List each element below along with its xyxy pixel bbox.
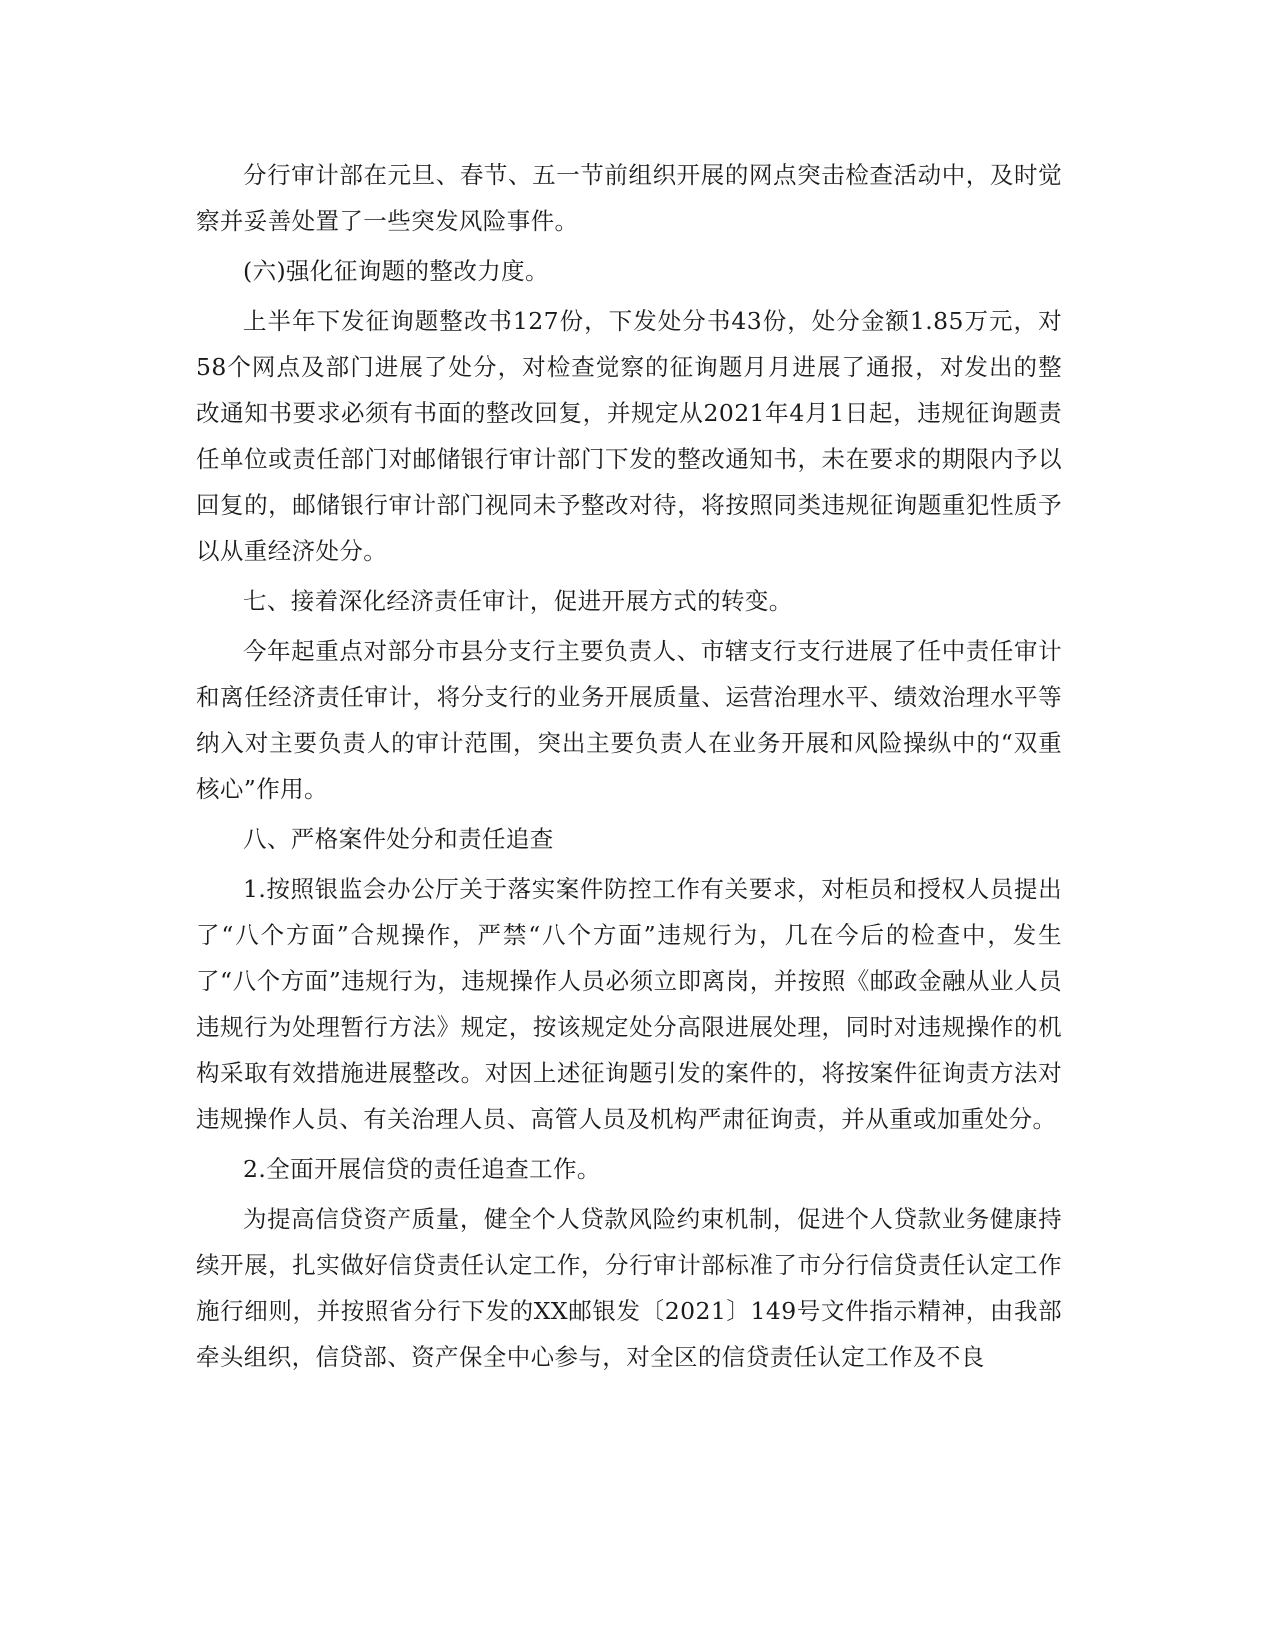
paragraph-rectification-notices: 上半年下发征询题整改书127份，下发处分书43份，处分金额1.85万元，对58个网点及部门进展了处分，对检查觉察的征询题月月进展了通报，对发出的整改通知书要求必须有书面的整改回复，并规定从2021年4月1日起，违规征询题责任单位或责任部门对邮储银行审计部门下发的整改通知书，未在要求的期限内予以回复的，邮储银行审计部门视同未予整改对待，将按照同类违规征询题重犯性质予以从重经济处分。	[196, 307, 1062, 565]
paragraph-credit-accountability: 为提高信贷资产质量，健全个人贷款风险约束机制，促进个人贷款业务健康持续开展，扎实做好信贷责任认定工作，分行审计部标准了市分行信贷责任认定工作施行细则，并按照省分行下发的XX邮银发〔2021〕149号文件指示精神，由我部牵头组织，信贷部、资产保全中心参与，对全区的信贷责任认定工作及不良	[196, 1205, 1062, 1371]
paragraph-compliance-rules: 1.按照银监会办公厅关于落实案件防控工作有关要求，对柜员和授权人员提出了“八个方面”合规操作，严禁“八个方面”违规行为，几在今后的检查中，发生了“八个方面”违规行为，违规操作人员必须立即离岗，并按照《邮政金融从业人员违规行为处理暂行方法》规定，按该规定处分高限进展处理，同时对违规操作的机构采取有效措施进展整改。对因上述征询题引发的案件的，将按案件征询责方法对违规操作人员、有关治理人员、高管人员及机构严肃征询责，并从重或加重处分。	[196, 875, 1062, 1133]
section-heading-rectification: (六)强化征询题的整改力度。	[243, 257, 549, 285]
document-body	[196, 152, 1062, 1384]
paragraph-economic-audit: 今年起重点对部分市县分支行主要负责人、市辖支行支行进展了任中责任审计和离任经济责任审计，将分支行的业务开展质量、运营治理水平、绩效治理水平等纳入对主要负责人的审计范围，突出主要负责人在业务开展和风险操纵中的“双重核心”作用。	[196, 637, 1062, 803]
section-heading-case-handling: 八、严格案件处分和责任追查	[243, 825, 554, 853]
paragraph-risk-events: 分行审计部在元旦、春节、五一节前组织开展的网点突击检查活动中，及时觉察并妥善处置了一些突发风险事件。	[196, 161, 1062, 235]
subheading-credit-accountability: 2.全面开展信贷的责任追查工作。	[243, 1155, 601, 1183]
section-heading-economic-audit: 七、接着深化经济责任审计，促进开展方式的转变。	[243, 587, 793, 615]
